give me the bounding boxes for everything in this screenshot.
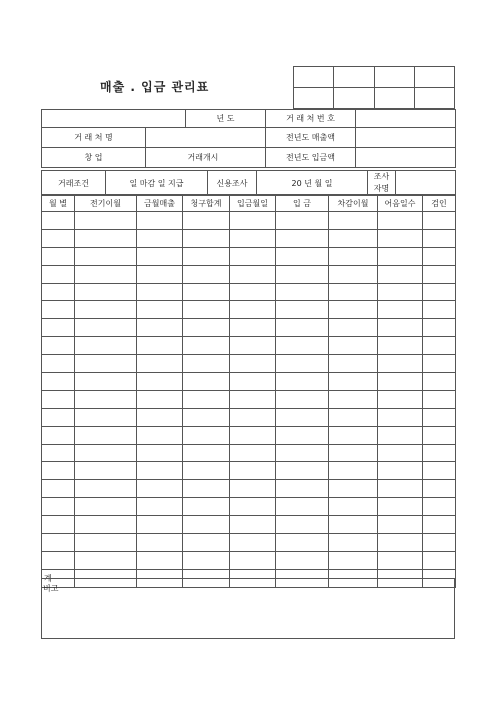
ledger-cell[interactable] [276,212,329,230]
ledger-row [42,265,456,283]
ledger-cell[interactable] [42,516,75,534]
investigator-label-line2: 자명 [373,184,390,193]
ledger-cell[interactable] [137,337,183,355]
ledger-cell[interactable] [137,551,183,569]
ledger-row [42,390,456,408]
ledger-cell[interactable] [378,444,423,462]
ledger-cell[interactable] [230,534,276,552]
ledger-cell[interactable] [423,283,456,301]
ledger-cell[interactable] [230,426,276,444]
ledger-cell[interactable] [183,426,230,444]
ledger-cell[interactable] [183,408,230,426]
ledger-cell[interactable] [230,212,276,230]
ledger-row [42,247,456,265]
vendor-name-field[interactable] [146,128,266,148]
ledger-cell[interactable] [42,301,75,319]
ledger-row [42,301,456,319]
ledger-cell[interactable] [137,265,183,283]
ledger-cell[interactable] [378,462,423,480]
ledger-cell[interactable] [230,462,276,480]
approval-cell[interactable] [414,88,454,109]
ledger-row [42,319,456,337]
approval-cell[interactable] [374,67,414,88]
ledger-cell[interactable] [276,373,329,391]
credit-check-date[interactable]: 20 년 월 일 [257,171,368,196]
ledger-cell[interactable] [423,301,456,319]
ledger-cell[interactable] [183,265,230,283]
ledger-cell[interactable] [329,373,378,391]
ledger-cell[interactable] [329,265,378,283]
ledger-cell[interactable] [276,283,329,301]
ledger-cell[interactable] [329,355,378,373]
ledger-cell[interactable] [183,516,230,534]
ledger-cell[interactable] [378,498,423,516]
page-title: 매출 . 입금 관리표 [100,80,210,94]
ledger-cell[interactable] [137,355,183,373]
ledger-cell[interactable] [276,319,329,337]
info-table [41,109,456,168]
ledger-cell[interactable] [276,426,329,444]
terms-table [41,170,456,196]
ledger-cell[interactable] [183,301,230,319]
ledger-cell[interactable] [137,534,183,552]
ledger-cell[interactable] [378,516,423,534]
total-label: 계 [42,569,75,587]
ledger-cell[interactable] [378,247,423,265]
ledger-cell[interactable] [230,516,276,534]
ledger-cell[interactable] [42,498,75,516]
ledger-cell[interactable] [378,408,423,426]
ledger-cell[interactable] [137,283,183,301]
ledger-cell[interactable] [42,212,75,230]
ledger-cell[interactable] [423,444,456,462]
ledger-cell[interactable] [42,462,75,480]
ledger-cell[interactable] [183,283,230,301]
industry-label: 창 업 [42,148,146,168]
ledger-cell[interactable] [230,229,276,247]
ledger-cell[interactable] [276,534,329,552]
ledger-cell[interactable] [276,516,329,534]
ledger-cell[interactable] [137,462,183,480]
vendor-no-field[interactable] [356,110,456,128]
approval-cell[interactable] [334,88,374,109]
investigator-name-field[interactable] [396,171,456,196]
ledger-cell[interactable] [276,444,329,462]
ledger-cell[interactable] [329,283,378,301]
ledger-cell[interactable] [75,337,137,355]
ledger-cell[interactable] [276,247,329,265]
ledger-cell[interactable] [42,229,75,247]
ledger-cell[interactable] [137,426,183,444]
ledger-cell[interactable] [183,462,230,480]
ledger-cell[interactable] [378,373,423,391]
ledger-cell[interactable] [75,265,137,283]
ledger-cell[interactable] [42,373,75,391]
ledger-cell[interactable] [276,390,329,408]
ledger-cell[interactable] [329,337,378,355]
ledger-cell[interactable] [230,337,276,355]
ledger-cell[interactable] [329,516,378,534]
ledger-cell[interactable] [42,534,75,552]
ledger-cell[interactable] [276,301,329,319]
ledger-cell[interactable] [329,498,378,516]
ledger-cell[interactable] [137,480,183,498]
industry-field[interactable] [146,148,186,168]
ledger-cell[interactable] [75,516,137,534]
col-header-month-sales: 금월매출 [137,195,183,212]
ledger-cell[interactable] [423,212,456,230]
ledger-cell[interactable] [137,301,183,319]
ledger-cell[interactable] [230,355,276,373]
ledger-cell[interactable] [42,444,75,462]
ledger-cell[interactable] [75,462,137,480]
ledger-cell[interactable] [230,319,276,337]
ledger-cell[interactable] [423,408,456,426]
ledger-cell[interactable] [378,534,423,552]
ledger-cell[interactable] [378,480,423,498]
ledger-cell[interactable] [276,408,329,426]
info-blank[interactable] [42,110,186,128]
ledger-cell[interactable] [378,426,423,444]
ledger-cell[interactable] [230,498,276,516]
ledger-cell[interactable] [183,390,230,408]
ledger-cell[interactable] [75,373,137,391]
ledger-cell[interactable] [378,319,423,337]
ledger-cell[interactable] [423,480,456,498]
ledger-cell[interactable] [230,373,276,391]
ledger-cell[interactable] [423,319,456,337]
ledger-cell[interactable] [42,283,75,301]
col-header-note-days: 어음일수 [378,195,423,212]
ledger-cell[interactable] [423,426,456,444]
col-header-approval: 검인 [423,195,456,212]
ledger-cell[interactable] [183,337,230,355]
ledger-cell[interactable] [329,534,378,552]
ledger-cell[interactable] [75,498,137,516]
ledger-cell[interactable] [378,337,423,355]
ledger-cell[interactable] [137,319,183,337]
ledger-cell[interactable] [276,337,329,355]
approval-cell[interactable] [294,67,334,88]
ledger-cell[interactable] [137,212,183,230]
col-header-deposit-date: 입금월일 [230,195,276,212]
ledger-cell[interactable] [75,229,137,247]
ledger-cell[interactable] [276,265,329,283]
ledger-cell[interactable] [183,551,230,569]
ledger-cell[interactable] [42,551,75,569]
closing-payment-label: 일 마감 일 지급 [106,171,208,196]
ledger-cell[interactable] [183,319,230,337]
approval-boxes [293,66,455,109]
ledger-cell[interactable] [329,444,378,462]
ledger-cell[interactable] [423,551,456,569]
ledger-cell[interactable] [329,426,378,444]
ledger-cell[interactable] [75,480,137,498]
ledger-cell[interactable] [137,408,183,426]
ledger-cell[interactable] [183,534,230,552]
vendor-no-label: 거 래 처 번 호 [266,110,356,128]
approval-cell[interactable] [334,67,374,88]
ledger-cell[interactable] [423,373,456,391]
ledger-row [42,498,456,516]
ledger-row [42,444,456,462]
ledger-cell[interactable] [423,247,456,265]
ledger-cell[interactable] [329,229,378,247]
investigator-label-line1: 조사 [373,172,390,181]
ledger-cell[interactable] [137,498,183,516]
investigator-label [368,171,396,196]
col-header-deposit: 입 금 [276,195,329,212]
ledger-cell[interactable] [183,444,230,462]
ledger-row [42,551,456,569]
ledger-cell[interactable] [75,534,137,552]
ledger-cell[interactable] [423,462,456,480]
ledger-cell[interactable] [378,229,423,247]
ledger-row [42,462,456,480]
ledger-cell[interactable] [423,498,456,516]
ledger-cell[interactable] [423,337,456,355]
ledger-cell[interactable] [42,337,75,355]
ledger-cell[interactable] [329,301,378,319]
ledger-cell[interactable] [230,283,276,301]
ledger-row [42,373,456,391]
ledger-cell[interactable] [42,265,75,283]
ledger-cell[interactable] [230,408,276,426]
ledger-cell[interactable] [378,212,423,230]
ledger-cell[interactable] [423,516,456,534]
ledger-cell[interactable] [230,551,276,569]
approval-cell[interactable] [414,67,454,88]
ledger-cell[interactable] [183,212,230,230]
ledger-cell[interactable] [42,355,75,373]
trade-start-label: 거래개시 [186,148,266,168]
ledger-row [42,355,456,373]
ledger-cell[interactable] [42,426,75,444]
ledger-cell[interactable] [423,229,456,247]
credit-check-label: 신용조사 [208,171,257,196]
ledger-cell[interactable] [183,229,230,247]
ledger-cell[interactable] [42,390,75,408]
remarks-field[interactable] [41,578,455,639]
col-header-billing-total: 청구합계 [183,195,230,212]
ledger-cell[interactable] [183,355,230,373]
ledger-cell[interactable] [137,444,183,462]
ledger-cell[interactable] [329,480,378,498]
ledger-cell[interactable] [230,480,276,498]
ledger-cell[interactable] [137,229,183,247]
ledger-row [42,408,456,426]
ledger-row [42,534,456,552]
ledger-cell[interactable] [378,390,423,408]
ledger-cell[interactable] [75,319,137,337]
ledger-cell[interactable] [42,480,75,498]
ledger-cell[interactable] [137,373,183,391]
ledger-cell[interactable] [75,301,137,319]
ledger-cell[interactable] [230,444,276,462]
ledger-row [42,283,456,301]
ledger-cell[interactable] [329,212,378,230]
ledger-cell[interactable] [423,390,456,408]
prev-deposit-field[interactable] [356,148,456,168]
prev-sales-label: 전년도 매출액 [266,128,356,148]
ledger-table [41,194,456,588]
ledger-cell[interactable] [137,390,183,408]
ledger-cell[interactable] [183,480,230,498]
ledger-cell[interactable] [423,534,456,552]
year-label: 년 도 [186,110,266,128]
approval-cell[interactable] [374,88,414,109]
ledger-cell[interactable] [276,462,329,480]
ledger-cell[interactable] [329,462,378,480]
ledger-cell[interactable] [42,408,75,426]
ledger-cell[interactable] [276,480,329,498]
ledger-cell[interactable] [183,498,230,516]
terms-label: 거래조건 [42,171,106,196]
ledger-cell[interactable] [329,390,378,408]
prev-sales-field[interactable] [356,128,456,148]
ledger-cell[interactable] [230,390,276,408]
ledger-cell[interactable] [276,229,329,247]
ledger-cell[interactable] [423,265,456,283]
ledger-row [42,337,456,355]
ledger-cell[interactable] [378,355,423,373]
ledger-cell[interactable] [42,319,75,337]
ledger-cell[interactable] [329,551,378,569]
ledger-cell[interactable] [329,319,378,337]
ledger-cell[interactable] [183,373,230,391]
ledger-cell[interactable] [183,247,230,265]
ledger-row [42,426,456,444]
ledger-row [42,516,456,534]
col-header-carryover: 전기이월 [75,195,137,212]
prev-deposit-label: 전년도 입금액 [266,148,356,168]
ledger-cell[interactable] [75,390,137,408]
ledger-cell[interactable] [329,247,378,265]
ledger-cell[interactable] [75,247,137,265]
ledger-cell[interactable] [276,355,329,373]
ledger-cell[interactable] [230,247,276,265]
ledger-cell[interactable] [230,265,276,283]
ledger-cell[interactable] [75,355,137,373]
ledger-cell[interactable] [276,551,329,569]
ledger-cell[interactable] [75,212,137,230]
col-header-month: 월 별 [42,195,75,212]
ledger-cell[interactable] [75,551,137,569]
vendor-name-label: 거 래 처 명 [42,128,146,148]
ledger-cell[interactable] [75,426,137,444]
approval-cell[interactable] [294,88,334,109]
ledger-cell[interactable] [378,301,423,319]
ledger-cell[interactable] [137,247,183,265]
ledger-cell[interactable] [378,265,423,283]
ledger-cell[interactable] [137,516,183,534]
ledger-cell[interactable] [329,408,378,426]
ledger-cell[interactable] [230,301,276,319]
ledger-header-row [42,195,456,212]
remarks-label: 비고 [43,584,59,593]
ledger-cell[interactable] [75,444,137,462]
ledger-cell[interactable] [276,498,329,516]
col-header-balance: 차감이월 [329,195,378,212]
ledger-cell[interactable] [423,355,456,373]
ledger-row [42,480,456,498]
ledger-cell[interactable] [75,408,137,426]
ledger-cell[interactable] [75,283,137,301]
ledger-cell[interactable] [42,247,75,265]
ledger-row [42,212,456,230]
ledger-row [42,229,456,247]
ledger-cell[interactable] [378,551,423,569]
ledger-cell[interactable] [378,283,423,301]
